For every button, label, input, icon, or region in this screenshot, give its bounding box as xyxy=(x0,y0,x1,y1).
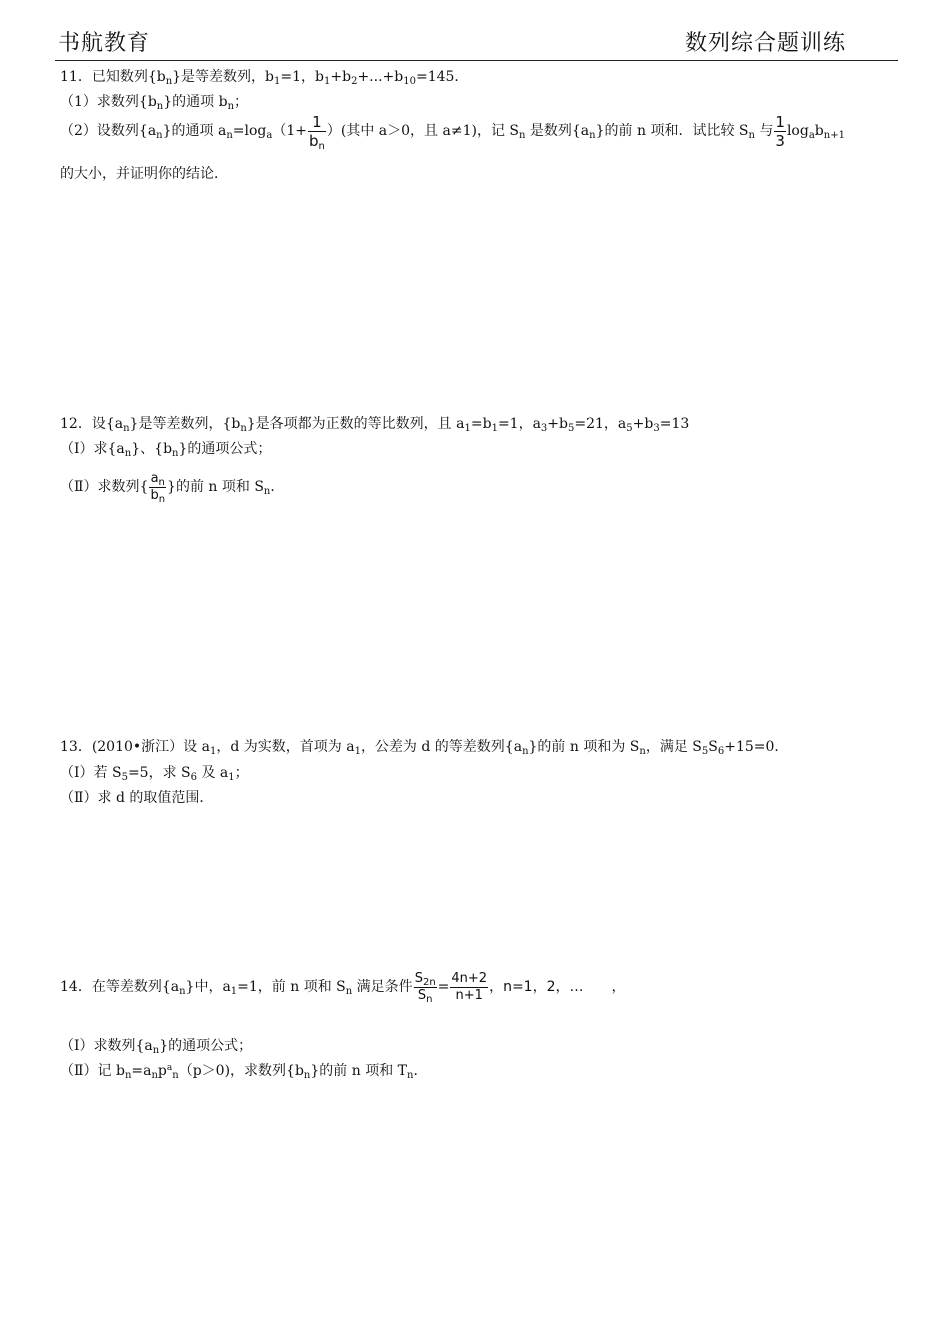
q13-part2: （Ⅱ）求 d 的取值范围． xyxy=(60,790,214,806)
q11-fraction-1-over-3: $\frac{1}{3}$ xyxy=(775,112,785,150)
q13-part1: （Ⅰ）若 $S_5=5$，求 $S_6$ 及 $a_1$； xyxy=(60,765,249,783)
q14-part1: （Ⅰ）求数列$\{a_n\}$的通项公式； xyxy=(60,1038,253,1056)
q13-statement: 13．(2010•浙江）设 $a_1$，d 为实数，首项为 $a_1$，公差为 d 的等差数列$\{a_n\}$的前 n 项和为 $S_n$，满足 $S_5S_6+15=0$． xyxy=(60,739,789,757)
q14-fraction-s2n-over-sn: $\frac{S_{2n}}{S_n}$ xyxy=(414,970,436,1005)
q12-statement: 12．设$\{a_n\}$是等差数列，$\{b_n\}$是各项都为正数的等比数列，且 $a_1=b_1=1$，$a_3+b_5=21$，$a_5+b_3=13$ xyxy=(60,416,690,434)
q11-part2-text-b: ）(其中 a＞0，且 a≠1)，记 $S_n$ 是数列$\{a_n\}$的前 n 项和．试比较 $S_n$ 与 xyxy=(326,123,774,141)
q11-part1: （1）求数列$\{b_n\}$的通项 $b_n$； xyxy=(60,94,249,112)
q14-statement xyxy=(60,967,626,1007)
q11-statement: 11．已知数列$\{b_n\}$是等差数列，$b_1=1$，$b_1+b_2+...+b_{10}=145$． xyxy=(60,69,469,87)
q11-part2-text-c: $\log_ab_{n+1}$ xyxy=(786,123,845,141)
header-title: 数列综合题训练 xyxy=(684,31,846,56)
q11-part2-text-a: （2）设数列$\{a_n\}$的通项 $a_n=\log_a(1+$ xyxy=(60,123,308,141)
q12-part2-text-a: （Ⅱ）求数列{ xyxy=(60,479,149,495)
q14-statement-text-b: ，n=1，2，… xyxy=(489,979,584,995)
header-divider xyxy=(55,60,898,61)
q12-fraction-an-over-bn: $\frac{a_n}{b_n}$ xyxy=(150,470,166,505)
q14-part2: （Ⅱ）记 $b_n=a_np^a_n(p>0)$，求数列$\{b_n\}$的前 n 项和 $T_n$． xyxy=(60,1063,428,1081)
q11-part2 xyxy=(60,112,845,150)
q12-part1: （Ⅰ）求$\{a_n\}$、$\{b_n\}$的通项公式； xyxy=(60,441,272,459)
q14-statement-text-a: 14．在等差数列$\{a_n\}$中，$a_1=1$，前 n 项和 $S_n$ 满足条件 xyxy=(60,979,413,997)
q12-part2 xyxy=(60,468,284,506)
q12-part2-text-b: }的前 n 项和 $S_n$． xyxy=(167,479,285,497)
header-brand: 书航教育 xyxy=(58,31,151,56)
q14-fraction-4n2-over-n1: $\frac{4n+2}{n+1}$ xyxy=(451,970,488,1003)
q14-equals: = xyxy=(437,979,450,995)
q14-statement-comma: ， xyxy=(611,979,626,995)
q11-fraction-1-over-bn: $\frac{1}{b_n}$ xyxy=(309,112,325,152)
q11-part2-continued: 的大小，并证明你的结论． xyxy=(60,166,228,182)
